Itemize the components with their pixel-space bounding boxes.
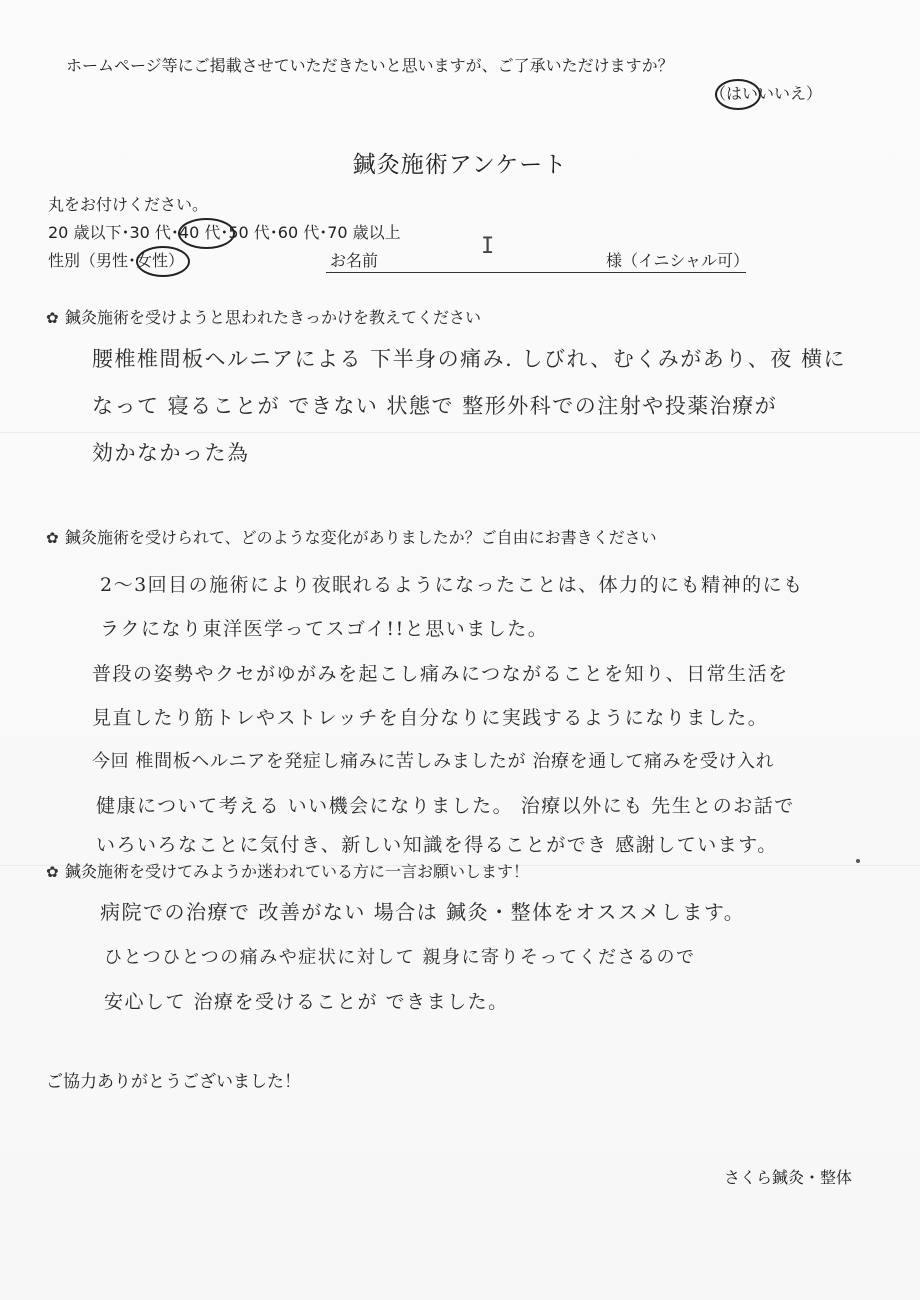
flower-icon: ✿ <box>46 863 59 881</box>
gender-prefix: 性別（男性･ <box>48 251 137 270</box>
q3-question-row <box>46 862 529 882</box>
q2-answer-line: ラクになり東洋医学ってスゴイ!!と思いました。 <box>100 618 549 640</box>
q1-question-row <box>46 308 481 328</box>
q2-answer-line: 健康について考える いい機会になりました。 治療以外にも 先生とのお話で <box>96 795 795 817</box>
flower-icon: ✿ <box>46 309 59 327</box>
profile-instruction: 丸をお付けください。 <box>48 195 209 214</box>
q2-answer-line: 普段の姿勢やクセがゆがみを起こし痛みにつながることを知り、日常生活を <box>92 663 789 685</box>
q1-answer-line: なって 寝ることが できない 状態で 整形外科での注射や投薬治療が <box>92 394 778 418</box>
consent-no[interactable]: いいえ <box>758 84 807 103</box>
consent-open-paren: （ <box>710 84 727 103</box>
q3-answer-line: ひとつひとつの痛みや症状に対して 親身に寄りそってくださるので <box>104 947 696 968</box>
q1-answer-line: 腰椎椎間板ヘルニアによる 下半身の痛み. しびれ、むくみがあり、夜 横に <box>92 347 846 371</box>
gender-suffix: ） <box>168 251 185 270</box>
q1-answer-line: 効かなかった為 <box>92 441 250 465</box>
q2-answer-line: 2～3回目の施術により夜眠れるようになったことは、体力的にも精神的にも <box>100 574 804 596</box>
consent-question: ホームページ等にご掲載させていただきたいと思いますが、ご了承いただけますか？ <box>66 56 674 75</box>
flower-icon: ✿ <box>46 529 59 547</box>
gender-selected[interactable]: 女性 <box>136 251 169 270</box>
q3-answer-line: 病院での治療で 改善がない 場合は 鍼灸・整体をオススメします。 <box>100 900 746 924</box>
q2-question-row <box>46 528 657 548</box>
consent-yes-circle <box>715 79 761 110</box>
q2-question: 鍼灸施術を受けられて、どのような変化がありましたか？ご自由にお書きください <box>65 528 657 547</box>
q2-answer-line: 見直したり筋トレやストレッチを自分なりに実践するようになりました。 <box>92 707 769 729</box>
age-selected-circle <box>178 218 235 249</box>
paper-speck <box>856 859 860 863</box>
consent-yes[interactable]: はい <box>726 84 759 103</box>
consent-close-paren: ） <box>806 84 823 103</box>
paper-fold-line <box>0 432 920 433</box>
q2-answer-line: いろいろなことに気付き、新しい知識を得ることができ 感謝しています。 <box>96 834 778 856</box>
text-cursor-icon: I <box>481 234 495 259</box>
name-suffix: 様（イニシャル可） <box>606 251 750 270</box>
q1-question: 鍼灸施術を受けようと思われたきっかけを教えてください <box>65 308 482 327</box>
q3-question: 鍼灸施術を受けてみようか迷われている方に一言お願いします！ <box>65 862 530 881</box>
thanks-message: ご協力ありがとうございました！ <box>46 1072 301 1092</box>
clinic-name: さくら鍼灸・整体 <box>724 1168 853 1187</box>
q3-answer-line: 安心して 治療を受けることが できました。 <box>104 991 509 1013</box>
gender-selected-circle <box>136 246 190 277</box>
name-label: お名前 <box>330 251 379 270</box>
name-underline <box>326 272 746 273</box>
q2-answer-line: 今回 椎間板ヘルニアを発症し痛みに苦しみましたが 治療を通して痛みを受け入れ <box>92 751 775 772</box>
survey-title: 鍼灸施術アンケート <box>352 152 568 178</box>
age-options: 20 歳以下･30 代･40 代･50 代･60 代･70 歳以上 <box>48 223 401 242</box>
